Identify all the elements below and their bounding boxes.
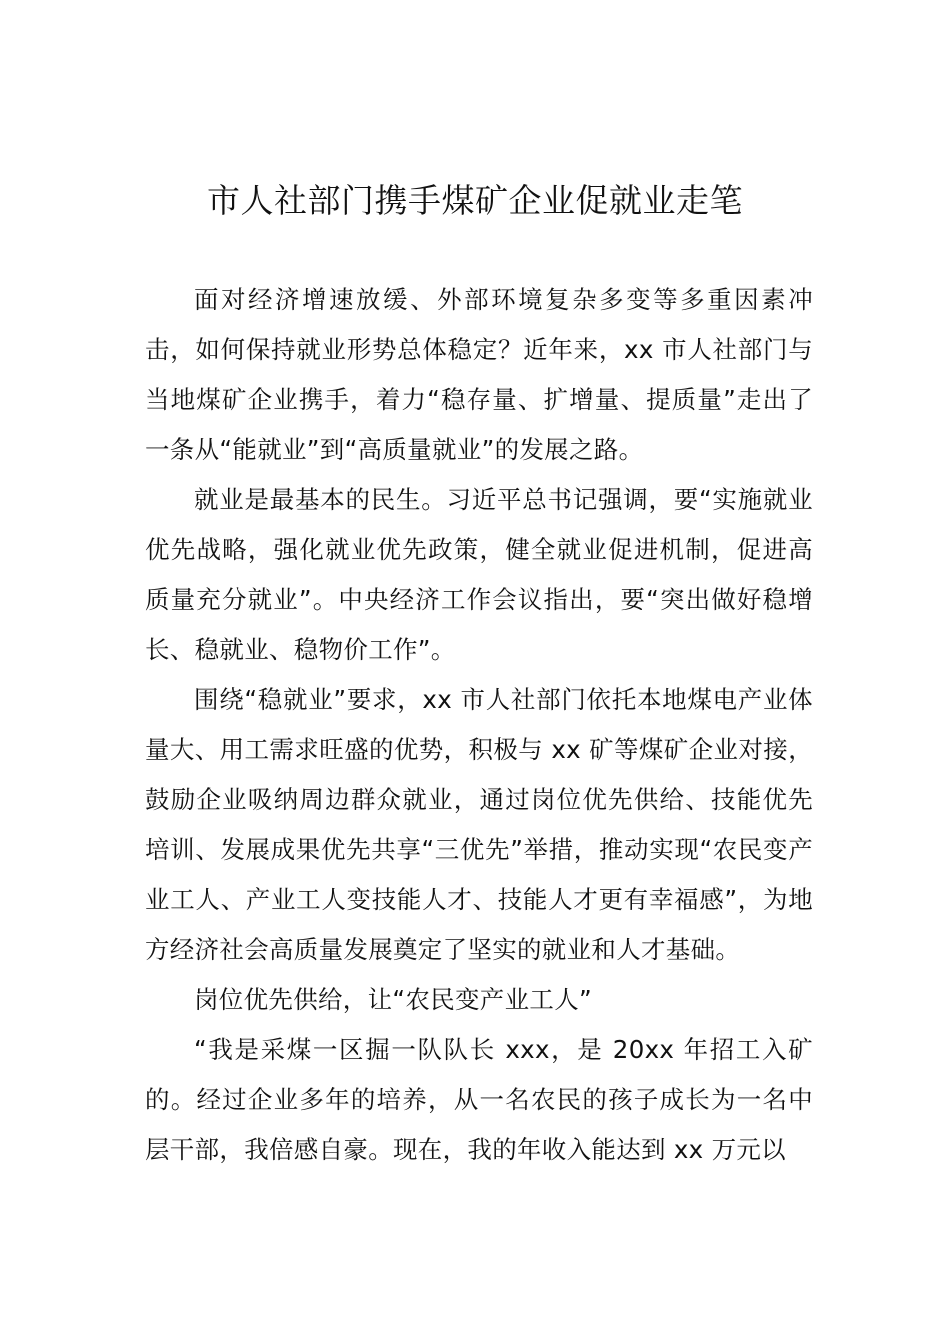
paragraph-worker-quote: “我是采煤一区掘一队队长 xxx，是 20xx 年招工入矿的。经过企业多年的培养，从一名农民的孩子成长为一名中层干部，我倍感自豪。现在，我的年收入能达到 xx 万元以 xyxy=(145,1035,813,1164)
paragraph-stable-employment: 围绕“稳就业”要求，xx 市人社部门依托本地煤电产业体量大、用工需求旺盛的优势，积极与 xx 矿等煤矿企业对接，鼓励企业吸纳周边群众就业，通过岗位优先供给、技能优先培训、发展成果优先共享“三优先”举措，推动实现“农民变产业工人、产业工人变技能人才、技能人才更有幸福感”，为地方经济社会高质量发展奠定了坚实的就业和人才基础。 xyxy=(145,685,813,964)
document-title: 市人社部门携手煤矿企业促就业走笔 xyxy=(207,181,743,220)
paragraph-livelihood: 就业是最基本的民生。习近平总书记强调，要“实施就业优先战略，强化就业优先政策，健全就业促进机制，促进高质量充分就业”。中央经济工作会议指出，要“突出做好稳增长、稳就业、稳物价工作”。 xyxy=(145,485,813,664)
document-body xyxy=(145,275,813,1175)
paragraph-intro: 面对经济增速放缓、外部环境复杂多变等多重因素冲击，如何保持就业形势总体稳定？近年来，xx 市人社部门与当地煤矿企业携手，着力“稳存量、扩增量、提质量”走出了一条从“能就业”到“高质量就业”的发展之路。 xyxy=(145,285,813,464)
section-heading-job-supply: 岗位优先供给，让“农民变产业工人” xyxy=(194,985,592,1014)
